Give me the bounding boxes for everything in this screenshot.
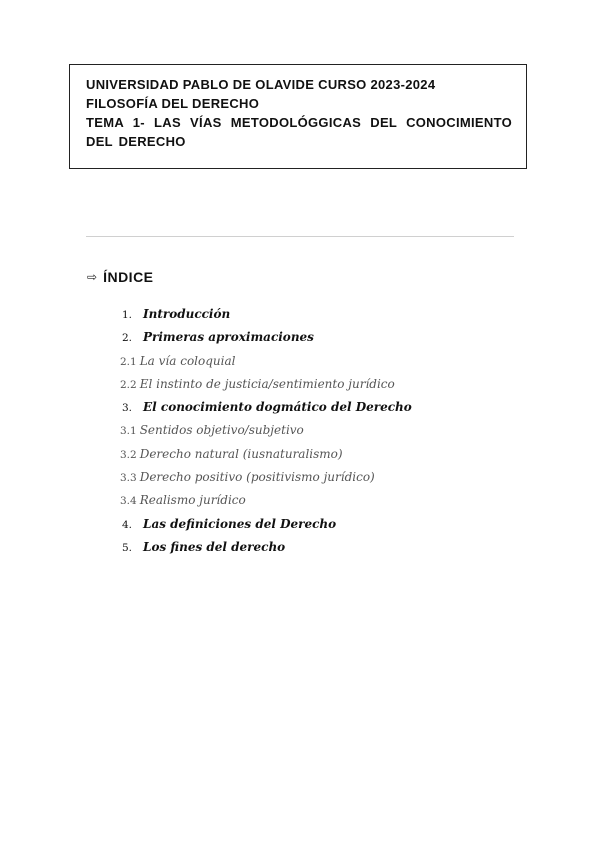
toc-number: 3.3 <box>120 472 137 485</box>
topic-title: TEMA 1- LAS VÍAS METODOLÓGGICAS DEL CONOCIMIENTO DEL DERECHO <box>86 115 512 149</box>
toc-item-sentidos <box>120 419 412 442</box>
toc-label: El instinto de justicia/sentimiento jurídico <box>139 376 395 391</box>
index-title: ÍNDICE <box>103 269 154 285</box>
table-of-contents <box>120 303 412 559</box>
toc-number: 3.4 <box>120 495 137 508</box>
header-box <box>69 64 527 169</box>
toc-label: La vía coloquial <box>139 353 236 368</box>
toc-label: El conocimiento dogmático del Derecho <box>143 400 412 415</box>
toc-label: Derecho positivo (positivismo jurídico) <box>139 470 375 485</box>
toc-item-conocimiento-dogmatico <box>120 396 412 419</box>
toc-item-fines <box>120 536 412 559</box>
toc-number: 2.2 <box>120 378 137 391</box>
toc-item-via-coloquial <box>120 350 412 373</box>
toc-number: 2.1 <box>120 355 137 368</box>
toc-number: 3.2 <box>120 448 137 461</box>
toc-item-definiciones <box>120 513 412 536</box>
toc-label: Los fines del derecho <box>143 539 286 554</box>
toc-item-derecho-positivo <box>120 466 412 489</box>
toc-item-instinto-justicia <box>120 373 412 396</box>
toc-item-primeras-aproximaciones <box>120 326 412 349</box>
toc-number: 2. <box>122 332 133 345</box>
toc-number: 1. <box>122 309 133 321</box>
toc-item-introduccion <box>120 303 412 326</box>
toc-number: 3.1 <box>120 425 137 438</box>
toc-label: Derecho natural (iusnaturalismo) <box>139 446 343 461</box>
toc-number: 4. <box>122 518 133 531</box>
horizontal-divider <box>86 236 514 237</box>
toc-label: Realismo jurídico <box>139 493 246 508</box>
toc-label: Sentidos objetivo/subjetivo <box>139 423 304 438</box>
toc-item-realismo-juridico <box>120 489 412 512</box>
university-course-line: UNIVERSIDAD PABLO DE OLAVIDE CURSO 2023-2024 <box>86 77 436 92</box>
toc-label: Primeras aproximaciones <box>143 330 314 345</box>
toc-label: Introducción <box>143 307 231 321</box>
subject-line: FILOSOFÍA DEL DERECHO <box>86 96 260 111</box>
toc-number: 3. <box>122 402 133 415</box>
index-heading <box>87 269 154 285</box>
toc-number: 5. <box>122 541 133 554</box>
right-arrow-icon: ⇨ <box>87 270 98 284</box>
toc-item-derecho-natural <box>120 443 412 466</box>
toc-label: Las definiciones del Derecho <box>143 516 337 531</box>
